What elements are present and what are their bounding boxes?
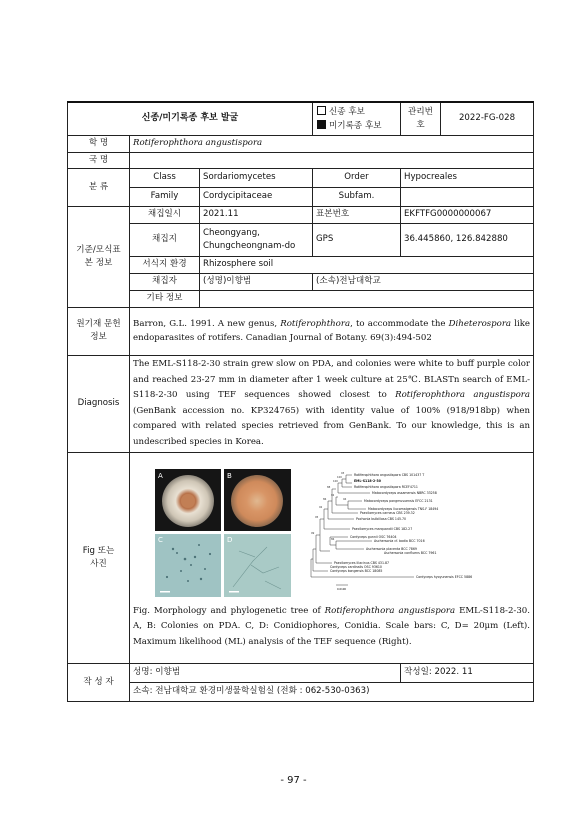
gps-label: GPS [313,223,401,256]
figure-label: Fig 또는 사진 [68,452,130,663]
classification-label: 분 류 [68,168,130,206]
svg-text:Matacordyceps liucomaigensis T: Matacordyceps liucomaigensis TNS-F 18494 [368,506,439,511]
svg-text:Paecilomyces carneus CBS 239.3: Paecilomyces carneus CBS 239.32 [360,510,415,515]
svg-text:Cordyceps cardinalis OSC 93610: Cordyceps cardinalis OSC 93610 [330,564,382,569]
svg-text:94: 94 [343,497,347,501]
subfamily-value [401,187,534,206]
panel-b-plate [231,475,283,527]
specimen-info-label: 기준/모식표 본 정보 [68,206,130,307]
svg-text:92: 92 [319,505,323,509]
svg-text:100: 100 [333,479,338,483]
tree-tip-labels [330,473,472,579]
subfamily-label: Subfam. [313,187,401,206]
svg-text:Cordyceps hyoyunensis EFCC 588: Cordyceps hyoyunensis EFCC 5886 [416,574,473,579]
svg-text:Matacordyceps assamensis NBRC: Matacordyceps assamensis NBRC 33258 [372,490,437,495]
original-literature-citation: Barron, G.L. 1991. A new genus, Rotiferophthora, to accommodate the Diheterospora like endoparasites of rotifers. Canadian Journal of Botany. 69(3):494-502 [130,307,534,355]
candidate-type-options [313,102,401,135]
panel-a-colony [181,494,195,508]
specimen-number-label: 표본번호 [313,206,401,223]
figure-area [133,453,530,601]
diagnosis-label: Diagnosis [68,355,130,452]
svg-text:Cordyceps kongensis BCC 18085: Cordyceps kongensis BCC 18085 [330,568,383,573]
author-label: 작 성 자 [68,663,130,701]
management-number-label: 관리번호 [401,102,441,135]
collection-site-value: Cheongyang, Chungcheongnam-do [200,223,313,256]
form-title: 신종/미기록종 후보 발굴 [68,102,313,135]
svg-text:Paecilomyces lilacinus CBS 431: Paecilomyces lilacinus CBS 431.87 [334,560,390,565]
scientific-name-label: 학 명 [68,135,130,152]
order-label: Order [313,168,401,187]
order-value: Hypocreales [401,168,534,187]
class-label: Class [130,168,200,187]
collector-affiliation: (소속)전남대학교 [313,273,534,290]
page-number: - 97 - [280,775,307,786]
other-info-label: 기타 정보 [130,290,200,307]
panel-c-letter: C [158,535,163,544]
panel-d-letter: D [227,535,233,544]
svg-text:93: 93 [341,471,345,475]
tree-scale-label: 0.0100 [337,587,347,591]
class-value: Sordariomycetes [200,168,313,187]
scientific-name-value: Rotiferophthora angustispora [130,135,534,152]
svg-text:Rotiferophthora angustispora R: Rotiferophthora angustispora RCEF4711 [354,484,418,489]
original-literature-label: 원기재 문헌 정보 [68,307,130,355]
collector-label: 채집자 [130,273,200,290]
habitat-label: 서식지 환경 [130,256,200,273]
option-unrecorded-candidate[interactable]: 미기록종 후보 [317,119,397,133]
author-date: 작성일: 2022. 11 [401,663,534,682]
svg-text:88: 88 [327,485,331,489]
korean-name-value [130,152,534,168]
management-number-value: 2022-FG-028 [441,102,534,135]
checkbox-empty-icon [317,106,326,115]
korean-name-label: 국 명 [68,152,130,168]
specimen-number-value: EKFTFG0000000067 [401,206,534,223]
habitat-value: Rhizosphere soil [200,256,534,273]
family-value: Cordycipitaceae [200,187,313,206]
author-name: 성명: 이향범 [130,663,401,682]
author-affiliation: 소속: 전남대학교 환경미생물학실험실 (전화 : 062-530-0363) [130,682,534,701]
tree-bootstrap-values [311,471,347,541]
svg-text:100: 100 [337,475,342,479]
svg-text:99: 99 [311,531,315,535]
svg-text:86: 86 [331,537,335,541]
svg-text:Aschersonia cf. badia BCC 7016: Aschersonia cf. badia BCC 7016 [374,538,425,543]
svg-text:Pochonia bulbillosa CBS 145.70: Pochonia bulbillosa CBS 145.70 [356,516,407,521]
svg-text:86: 86 [323,497,327,501]
candidate-form-table [67,101,534,702]
diagnosis-text: The EML-S118-2-30 strain grew slow on PDA, and colonies were white to buff purple color and reached 23-27 mm in diameter after 1 week culture at 25℃. BLASTn search of EML-S118-2-30 using TEF sequences showed closest to Rotiferophthora angustispora (GenBank accession no. KP324765) with identity value of 100% (918/918bp) when compared with related species retrieved from GenBank. To our knowledge, this is an undescribed species in Korea. [130,355,534,452]
svg-text:Aschersonia confluens BCC 7961: Aschersonia confluens BCC 7961 [384,550,437,555]
figure-cell [130,452,534,663]
phylogenetic-tree [308,463,534,603]
panel-b-letter: B [227,471,232,480]
figure-caption: Fig. Morphology and phylogenetic tree of Rotiferophthora angustispora EML-S118-2-30. A, B: Colonies on PDA. C, D: Conidiophores, Conidia. Scale bars: C, D= 20μm (Left). Maximum likelihood (ML) analysis of the TEF sequence (Right). [133,605,531,647]
collection-date-value: 2021.11 [200,206,313,223]
collection-site-label: 채집지 [130,223,200,256]
culture-photo-panels [155,469,291,597]
svg-text:95: 95 [315,515,319,519]
svg-text:92: 92 [331,493,335,497]
collection-date-label: 채집일시 [130,206,200,223]
other-info-value [200,290,534,307]
gps-value: 36.445860, 126.842880 [401,223,534,256]
panel-d-scale-bar [229,591,239,593]
panel-d-background [224,534,291,597]
collector-name: (성명)이향범 [200,273,313,290]
panel-a-letter: A [158,471,163,480]
svg-text:Paecilomyces marquandii CBS 18: Paecilomyces marquandii CBS 182.27 [352,526,413,531]
checkbox-checked-icon [317,120,326,129]
svg-text:Aschersonia placenta BCC 7869: Aschersonia placenta BCC 7869 [366,546,417,551]
svg-text:Matacordyceps pongmusuensis EF: Matacordyceps pongmusuensis EFCC 2131 [364,498,433,503]
family-label: Family [130,187,200,206]
svg-text:EML-S118-2-30: EML-S118-2-30 [354,478,381,483]
option-new-candidate[interactable]: 신종 후보 [317,105,397,119]
panel-c-background [155,534,221,597]
panel-c-scale-bar [160,591,170,593]
svg-text:Cordyceps gunnii OSC 76404: Cordyceps gunnii OSC 76404 [350,534,397,539]
svg-text:Rotiferophthora angustispora C: Rotiferophthora angustispora CBS 101437 T [354,472,425,477]
